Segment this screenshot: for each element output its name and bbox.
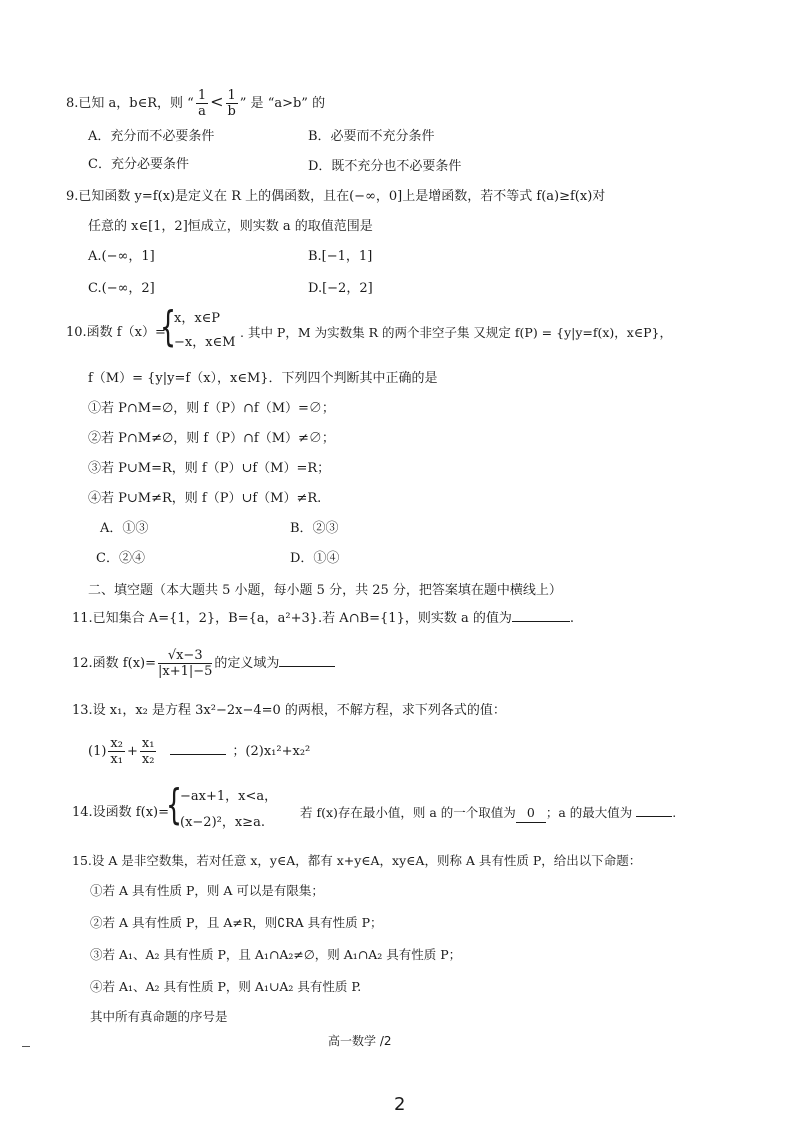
q8-frac2-num: 1 <box>227 88 236 103</box>
q9-line-2: 任意的 x∈[1，2]恒成立，则实数 a 的取值范围是 <box>88 219 373 234</box>
q14-mid: 若 f(x)存在最小值，则 a 的一个取值为 <box>300 805 516 820</box>
q10-brace: { <box>160 302 177 351</box>
q11-end: . <box>569 611 574 626</box>
q12-frac-den: |x+1|−5 <box>158 664 213 679</box>
q13-fraction-1 <box>108 736 125 767</box>
q14-rest <box>300 804 676 823</box>
q9-option-b: B.[−1，1] <box>308 249 373 264</box>
q14-answer-blank-1[interactable]: 0 <box>516 804 546 823</box>
q8-lt: < <box>210 92 224 111</box>
q8-option-c: C．充分必要条件 <box>88 157 189 172</box>
section-2-title: 二、填空题（本大题共 5 小题，每小题 5 分，共 25 分，把答案填在题中横线上） <box>88 583 562 598</box>
q10-statement-2: ②若 P∩M≠∅，则 f（P）∩f（M）≠∅； <box>88 431 335 446</box>
q13-f1-den: x₁ <box>110 752 123 767</box>
q12-stem <box>72 648 335 679</box>
q13-fraction-2 <box>140 736 157 767</box>
q10-option-d: D．①④ <box>290 551 340 566</box>
q10-prefix: 10.函数 f（x）= <box>66 325 166 340</box>
q13-f2-num: x₁ <box>141 736 155 751</box>
q14-answer-blank-2[interactable] <box>636 816 672 817</box>
q8-stem-post: ” 是 “a>b” 的 <box>239 96 326 111</box>
q8-option-b: B．必要而不充分条件 <box>308 129 435 144</box>
q13-parts <box>88 736 310 767</box>
q14-mid-2: ；a 的最大值为 <box>545 805 633 820</box>
q8-stem-pre: 8.已知 a，b∈R，则 “ <box>66 96 194 111</box>
q15-stem: 15.设 A 是非空数集，若对任意 x，y∈A，都有 x+y∈A，xy∈A，则称 A 具有性质 P，给出以下命题： <box>72 853 642 868</box>
q8-fraction-2 <box>226 88 238 119</box>
q9-option-d: D.[−2，2] <box>308 281 373 296</box>
q15-statement-3: ③若 A₁、A₂ 具有性质 P，且 A₁∩A₂≠∅，则 A₁∩A₂ 具有性质 P； <box>90 947 462 962</box>
q10-statement-4: ④若 P∪M≠R，则 f（P）∪f（M）≠R. <box>88 491 322 506</box>
q15-statement-2: ②若 A 具有性质 P，且 A≠R，则∁RA 具有性质 P； <box>90 915 383 930</box>
q8-frac1-num: 1 <box>197 88 207 103</box>
q8-frac2-den: b <box>227 104 236 119</box>
q9-line-1: 9.已知函数 y=f(x)是定义在 R 上的偶函数，且在(−∞，0]上是增函数，若不等式 f(a)≥f(x)对 <box>66 189 606 204</box>
q10-option-c: C．②④ <box>96 551 145 566</box>
q13-stem: 13.设 x₁，x₂ 是方程 3x²−2x−4=0 的两根，不解方程，求下列各式的值： <box>72 703 506 718</box>
q10-option-b: B．②③ <box>290 521 339 536</box>
q14-case-2: (x−2)²，x≥a. <box>180 815 265 830</box>
q13-f2-den: x₂ <box>141 752 155 767</box>
q9-option-a: A.(−∞，1] <box>88 249 155 264</box>
q13-plus: + <box>126 744 138 759</box>
q10-case-1: x，x∈P <box>174 311 221 326</box>
q14-end: . <box>672 805 677 820</box>
q8-frac1-den: a <box>198 104 206 119</box>
q11-stem <box>72 610 574 628</box>
q11-text: 11.已知集合 A={1，2}，B={a，a²+3}.若 A∩B={1}，则实数 a 的值为 <box>72 611 512 626</box>
q10-after: . 其中 P，M 为实数集 R 的两个非空子集 又规定 f(P) = {y|y=f(x)，x∈P}， <box>240 325 672 340</box>
q13-part-1-label: (1) <box>88 744 107 759</box>
q15-statement-4: ④若 A₁、A₂ 具有性质 P，则 A₁∪A₂ 具有性质 P. <box>90 979 362 994</box>
q13-f1-num: x₂ <box>110 736 123 751</box>
q14-case-1: −ax+1，x<a， <box>180 789 278 804</box>
q10-line-2: f（M）= {y|y=f（x），x∈M}．下列四个判断其中正确的是 <box>88 371 438 386</box>
q10-statement-3: ③若 P∪M=R，则 f（P）∪f（M）=R； <box>88 461 331 476</box>
q8-option-d: D．既不充分也不必要条件 <box>308 159 462 174</box>
q15-closing: 其中所有真命题的序号是 <box>90 1009 228 1024</box>
q12-suffix: 的定义域为 <box>214 656 280 671</box>
footer-label: 高一数学 /2 <box>328 1034 392 1048</box>
q13-part-2: ；(2)x₁²+x₂² <box>232 744 311 759</box>
q13-answer-blank-1[interactable] <box>170 754 226 755</box>
q12-frac-num: √x−3 <box>158 648 212 664</box>
q12-prefix: 12.函数 f(x)= <box>72 656 156 671</box>
q8-option-a: A．充分而不必要条件 <box>88 129 215 144</box>
q12-answer-blank[interactable] <box>279 666 335 667</box>
page-number: 2 <box>394 1094 406 1115</box>
q15-statement-1: ①若 A 具有性质 P，则 A 可以是有限集； <box>90 883 324 898</box>
q14-prefix: 14.设函数 f(x)= <box>72 805 169 820</box>
q9-option-c: C.(−∞，2] <box>88 281 155 296</box>
q11-answer-blank[interactable] <box>512 621 570 622</box>
q12-fraction <box>158 648 212 679</box>
q10-option-a: A．①③ <box>100 521 149 536</box>
scan-artifact <box>22 1046 30 1047</box>
q10-case-2: −x，x∈M <box>174 335 236 350</box>
q10-statement-1: ①若 P∩M=∅，则 f（P）∩f（M）=∅； <box>88 401 335 416</box>
q14-brace: { <box>166 780 183 829</box>
q8-fraction-1 <box>196 88 208 119</box>
question-8-stem <box>66 88 325 119</box>
